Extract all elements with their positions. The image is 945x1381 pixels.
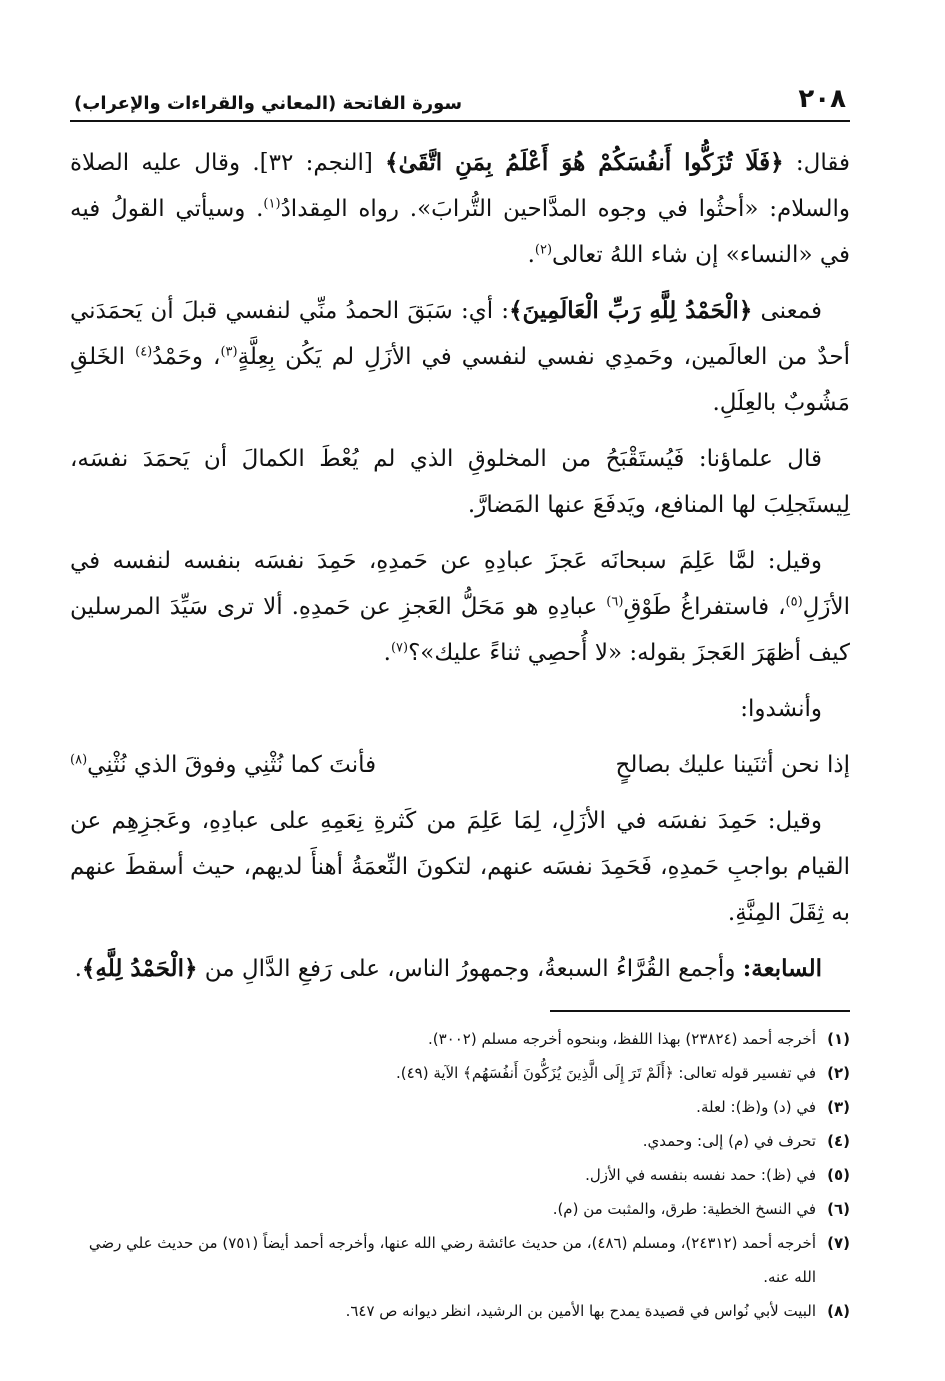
text-run: . (527, 242, 535, 268)
verse-first-hemistich: إذا نحن أثنَينا عليك بصالحٍ (615, 752, 850, 778)
footnote-ref: (٨) (70, 752, 88, 768)
section-label: السابعة: (742, 955, 822, 982)
footnote-ref: (١) (263, 196, 281, 212)
footnote-text: في تفسير قوله تعالى: ﴿أَلَمْ تَرَ إِلَى الَّذِينَ يُزَكُّونَ أَنفُسَهُم﴾ الآية (٤٩). (395, 1064, 816, 1082)
text-run: : أي: سَبَقَ الحمدُ منِّي لنفسي قبلَ أن يَحمَدَني أحدٌ من العالَمين، وحَمدِي نفسي لنفسي في الأزَلِ لم يَكُن بِعِلَّةٍ (70, 298, 850, 370)
text-run: [النجم: ٣٢]. وقال عليه الصلاة والسلام: «أحثُوا في وجوه المدَّاحين التُّرابَ». رواه المِقدادُ (70, 150, 850, 222)
footnote-item (70, 1192, 850, 1226)
footnote-divider (550, 1010, 850, 1012)
paragraph-4 (70, 538, 850, 676)
footnote-number: (٤) (827, 1132, 850, 1150)
text-run: عبادِهِ هو مَحَلُّ العَجزِ عن حَمدِهِ. ألا ترى سَيِّدَ المرسلين كيف أظهَرَ العَجزَ بقوله: «لا أُحصِي ثناءً عليك»؟ (70, 594, 850, 666)
footnote-item (70, 1226, 850, 1294)
paragraph-2 (70, 288, 850, 426)
footnote-ref: (٦) (606, 594, 624, 610)
quran-verse: ﴿الْحَمْدُ لِلَّهِ رَبِّ الْعَالَمِينَ﴾ (509, 297, 753, 324)
footnote-text: في النسخ الخطية: طرق، والمثبت من (م). (552, 1200, 816, 1218)
footnote-text: أخرجه أحمد (٢٤٣١٢)، ومسلم (٤٨٦)، من حديث عائشة رضي الله عنها، وأخرجه أحمد أيضاً (٧٥١) من حديث علي رضي الله عنه. (88, 1234, 816, 1286)
footnote-text: في (ظ): حمد نفسه بنفسه في الأزل. (585, 1166, 816, 1184)
footnote-ref: (٢) (534, 242, 553, 258)
footnote-text: أخرجه أحمد (٢٣٨٢٤) بهذا اللفظ، وبنحوه أخرجه مسلم (٣٠٠٢). (427, 1030, 816, 1048)
footnote-text: تحرف في (م) إلى: وحمدي. (642, 1132, 816, 1150)
page-number: ٢٠٨ (798, 84, 846, 114)
footnote-ref: (٤) (135, 344, 153, 360)
footnote-number: (٢) (827, 1064, 850, 1082)
quran-verse: ﴿الْحَمْدُ لِلَّهِ﴾ (81, 955, 198, 982)
text-run: فأنتَ كما نُثْنِي وفوقَ الذي نُثْنِي (87, 752, 377, 778)
footnote-item (70, 1022, 850, 1056)
paragraph-6: وقيل: حَمِدَ نفسَه في الأزَلِ، لِمَا عَلِمَ من كَثرةِ نِعَمِهِ على عبادِهِ، وعَجزِهِم عن القيام بواجبِ حَمدِهِ، فَحَمِدَ نفسَه عنهم، لتكونَ النِّعمَةُ أهنأَ لديهم، حيث أسقطَ عنهم به ثِقَلَ المِنَّةِ. (70, 808, 850, 926)
footnotes (70, 1022, 850, 1328)
paragraph-1 (70, 140, 850, 278)
text-run: فقال: (783, 150, 850, 176)
footnote-ref: (٣) (220, 344, 238, 360)
footnote-number: (١) (827, 1030, 850, 1048)
text-run: . (383, 640, 391, 666)
paragraph-3: قال علماؤنا: فَيُستَقْبَحُ من المخلوقِ الذي لم يُعْطَ الكمالَ أن يَحمَدَ نفسَه، لِيستَجلِبَ لها المنافع، ويَدفَعَ عنها المَضارَّ. (70, 446, 850, 518)
footnote-ref: (٧) (390, 640, 409, 656)
text-run: ، فاستفراغُ طَوْقِ (623, 594, 786, 620)
running-header (70, 70, 850, 122)
footnote-item (70, 1294, 850, 1328)
paragraph-5: وأنشدوا: (740, 696, 822, 722)
quran-verse: ﴿فَلَا تُزَكُّوا أَنفُسَكُمْ هُوَ أَعْلَمُ بِمَنِ اتَّقَىٰ﴾ (385, 149, 784, 176)
text-run: وأجمع القُرَّاءُ السبعةُ، وجمهورُ الناس، على رَفعِ الدَّالِ من (197, 956, 743, 982)
text-run: وقيل: لمَّا عَلِمَ سبحانَه عَجزَ عبادِهِ عن حَمدِهِ، حَمِدَ نفسَه بنفسه لنفسه في الأزَلِ (70, 548, 850, 620)
text-run: ، وحَمْدُ (152, 344, 221, 370)
footnote-number: (٨) (827, 1302, 850, 1320)
text-run: . وسيأتي القولُ فيه في «النساء» إن شاء اللهُ تعالى (70, 196, 850, 268)
footnote-number: (٣) (827, 1098, 850, 1116)
footnote-number: (٧) (827, 1234, 850, 1252)
footnote-number: (٦) (827, 1200, 850, 1218)
text-run: الخَلقِ مَشُوبٌ بالعِلَلِ. (70, 344, 850, 416)
footnote-item (70, 1158, 850, 1192)
text-run: . (74, 956, 82, 982)
footnote-number: (٥) (827, 1166, 850, 1184)
footnote-item (70, 1090, 850, 1124)
footnote-item (70, 1124, 850, 1158)
paragraph-7 (70, 946, 850, 992)
footnote-item (70, 1056, 850, 1090)
chapter-title: سورة الفاتحة (المعاني والقراءات والإعراب) (74, 93, 463, 114)
book-page (70, 70, 850, 1350)
poetry-verse (70, 742, 850, 788)
main-text (70, 140, 850, 992)
footnote-text: في (د) و(ظ): لعلة. (696, 1098, 816, 1116)
text-run: فمعنى (752, 298, 822, 324)
footnote-ref: (٥) (785, 594, 803, 610)
footnote-text: البيت لأبي نُواس في قصيدة يمدح بها الأمين بن الرشيد، انظر ديوانه ص ٦٤٧. (345, 1302, 816, 1320)
verse-second-hemistich (70, 742, 376, 788)
